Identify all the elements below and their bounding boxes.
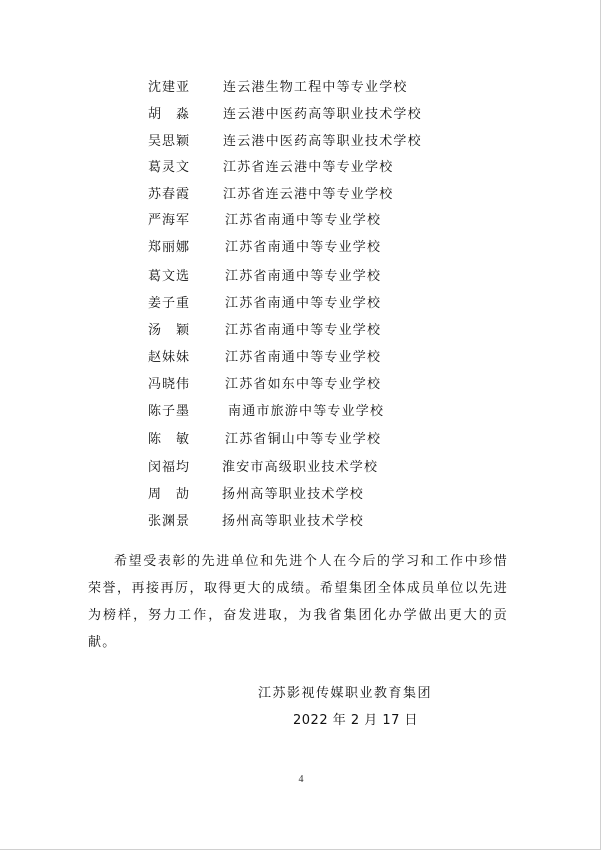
awardee-name: 赵妹妹 bbox=[148, 350, 191, 365]
closing-paragraph bbox=[88, 548, 508, 656]
awardee-name: 闵福均 bbox=[148, 460, 191, 475]
awardee-school: 南通市旅游中等专业学校 bbox=[228, 404, 385, 419]
awardee-name: 陈 敏 bbox=[148, 432, 191, 447]
awardee-school: 江苏省南通中等专业学校 bbox=[225, 350, 382, 365]
awardee-school: 连云港中医药高等职业技术学校 bbox=[223, 134, 422, 149]
awardee-name: 张渊景 bbox=[148, 514, 191, 529]
signature-organization: 江苏影视传媒职业教育集团 bbox=[258, 686, 433, 701]
awardee-school: 连云港中医药高等职业技术学校 bbox=[223, 107, 422, 122]
page-number: 4 bbox=[298, 774, 304, 785]
awardee-school: 江苏省南通中等专业学校 bbox=[225, 213, 382, 228]
awardee-name: 周 劼 bbox=[148, 487, 191, 502]
awardee-name: 汤 颖 bbox=[148, 323, 191, 338]
awardee-name: 苏春霞 bbox=[148, 187, 191, 202]
awardee-school: 江苏省南通中等专业学校 bbox=[225, 240, 382, 255]
awardee-school: 江苏省南通中等专业学校 bbox=[225, 296, 382, 311]
awardee-school: 江苏省南通中等专业学校 bbox=[225, 269, 382, 284]
awardee-name: 葛灵文 bbox=[148, 160, 191, 175]
awardee-school: 江苏省连云港中等专业学校 bbox=[223, 187, 394, 202]
awardee-school: 江苏省南通中等专业学校 bbox=[225, 323, 382, 338]
awardee-name: 郑丽娜 bbox=[148, 240, 191, 255]
awardee-name: 陈子墨 bbox=[148, 404, 191, 419]
awardee-school: 江苏省铜山中等专业学校 bbox=[225, 432, 382, 447]
signature-date: 2022 年 2 月 17 日 bbox=[293, 713, 419, 728]
awardee-name: 冯晓伟 bbox=[148, 377, 191, 392]
awardee-school: 江苏省如东中等专业学校 bbox=[225, 377, 382, 392]
awardee-school: 淮安市高级职业技术学校 bbox=[222, 460, 379, 475]
awardee-school: 扬州高等职业技术学校 bbox=[222, 487, 365, 502]
awardee-name: 吴思颖 bbox=[148, 134, 191, 149]
awardee-school: 扬州高等职业技术学校 bbox=[222, 514, 365, 529]
awardee-name: 姜子重 bbox=[148, 296, 191, 311]
awardee-name: 严海军 bbox=[148, 213, 191, 228]
closing-text: 希望受表彰的先进单位和先进个人在今后的学习和工作中珍惜荣誉，再接再厉，取得更大的成绩。希望集团全体成员单位以先进为榜样，努力工作，奋发进取，为我省集团化办学做出更大的贡献。 bbox=[88, 554, 508, 650]
awardee-name: 胡 淼 bbox=[148, 107, 191, 122]
awardee-school: 江苏省连云港中等专业学校 bbox=[223, 160, 394, 175]
awardee-school: 连云港生物工程中等专业学校 bbox=[223, 80, 408, 95]
awardee-name: 沈建亚 bbox=[148, 80, 191, 95]
awardee-name: 葛文选 bbox=[148, 269, 191, 284]
